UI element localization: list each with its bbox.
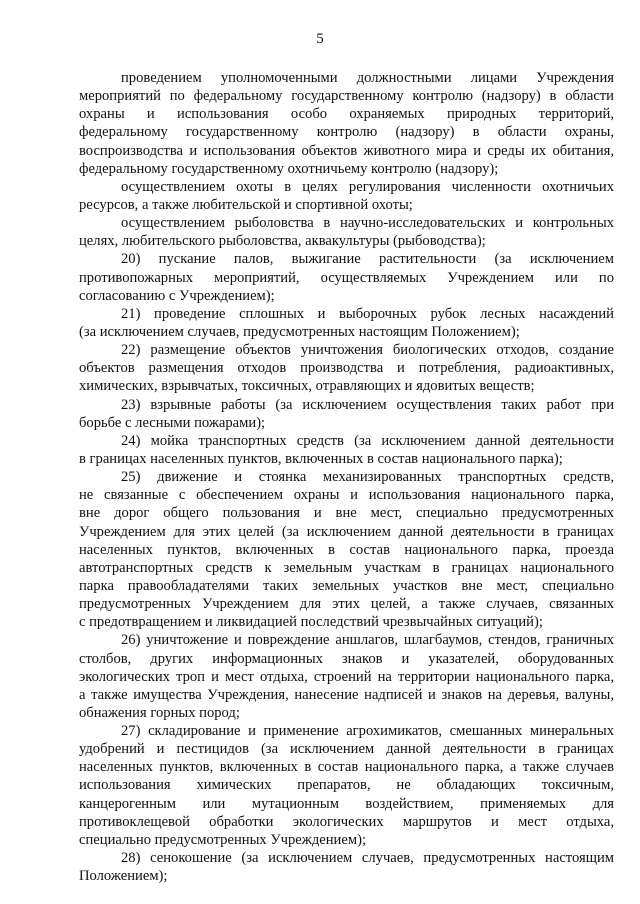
text-line: а также имущества Учреждения, нанесение надписей и знаков на деревья, валуны, [79, 686, 614, 703]
text-line: населенных пунктов, включенных в состав национального парка, а также случаев [79, 759, 614, 776]
text-line: удобрений и пестицидов (за исключением данной деятельности в границах [79, 741, 614, 758]
page-number: 5 [316, 31, 324, 47]
text-line: воспроизводства и использования объектов животного мира и среды их обитания, [79, 142, 614, 159]
text-line: 22) размещение объектов уничтожения биологических отходов, создание [121, 342, 614, 359]
text-line: борьбе с лесными пожарами); [79, 414, 266, 431]
text-line: 20) пускание палов, выжигание растительности (за исключением [121, 251, 614, 268]
text-line: вне дорог общего пользования и вне мест, специально предусмотренных [79, 505, 614, 522]
text-line: проведением уполномоченными должностными лицами Учреждения [121, 70, 614, 86]
text-line: населенных пунктов, включенных в состав национального парка, проезда [79, 541, 614, 558]
text-line: с предотвращением и ликвидацией последствий чрезвычайных ситуаций); [79, 614, 543, 631]
text-line: осуществлением рыболовства в научно-исследовательских и контрольных [121, 215, 614, 232]
text-line: (за исключением случаев, предусмотренных настоящим Положением); [79, 323, 520, 340]
text-line: использования химических препаратов, не обладающих токсичным, [79, 777, 614, 794]
text-line: обнажения горных пород; [79, 704, 240, 721]
text-line: федеральному государственному контролю (надзору) в области охраны, [79, 124, 614, 141]
text-line: охраны и использования особо охраняемых природных территорий, [79, 106, 614, 123]
text-line: экологических троп и мест отдыха, строений на территории национального парка, [79, 668, 614, 685]
text-line: 28) сенокошение (за исключением случаев, предусмотренных настоящим [121, 850, 614, 867]
text-line: 25) движение и стоянка механизированных транспортных средств, [121, 469, 614, 486]
text-line: 21) проведение сплошных и выборочных рубок лесных насаждений [121, 305, 614, 322]
text-line: 24) мойка транспортных средств (за исключением данной деятельности [121, 432, 614, 449]
text-line: автотранспортных средств к земельным участкам в границах национального [79, 559, 614, 576]
text-line: столбов, других информационных знаков и указателей, оборудованных [79, 650, 614, 667]
text-line: ресурсов, а также любительской и спортивной охоты; [79, 196, 413, 213]
text-line: канцерогенным или мутационным воздействием, применяемых для [79, 795, 614, 812]
text-line: федеральному государственному охотничьему контролю (надзору); [79, 160, 499, 177]
text-line: 26) уничтожение и повреждение аншлагов, шлагбаумов, стендов, граничных [121, 632, 614, 649]
text-line: в границах населенных пунктов, включенных в состав национального парка); [79, 450, 563, 467]
text-line: 27) складирование и применение агрохимикатов, смешанных минеральных [121, 723, 614, 740]
text-line: химических, взрывчатых, токсичных, отравляющих и ядовитых веществ; [79, 378, 535, 395]
text-line: противоклещевой обработки экологических маршрутов и мест отдыха, [79, 813, 614, 830]
text-line: парка правообладателями таких земельных участков вне мест, специально [79, 577, 614, 594]
text-line: Положением); [79, 868, 168, 885]
text-line: предусмотренных Учреждением для этих целей, а также случаев, связанных [79, 596, 614, 613]
text-line: мероприятий по федеральному государственному контролю (надзору) в области [79, 88, 614, 105]
document-body [79, 69, 614, 885]
text-line: 23) взрывные работы (за исключением осуществления таких работ при [121, 396, 614, 413]
text-line: осуществлением охоты в целях регулирования численности охотничьих [121, 178, 614, 195]
text-line: не связанные с обеспечением охраны и использования национального парка, [79, 487, 614, 504]
text-line: целях, любительского рыболовства, аквакультуры (рыбоводства); [79, 233, 486, 250]
text-line: Учреждением для этих целей (за исключением данной деятельности в границах [79, 523, 614, 540]
text-line: объектов размещения отходов производства и потребления, радиоактивных, [79, 360, 614, 377]
text-line: специально предусмотренных Учреждением); [79, 831, 366, 848]
text-line: противопожарных мероприятий, осуществляемых Учреждением или по [79, 269, 614, 286]
text-line: согласованию с Учреждением); [79, 287, 275, 304]
